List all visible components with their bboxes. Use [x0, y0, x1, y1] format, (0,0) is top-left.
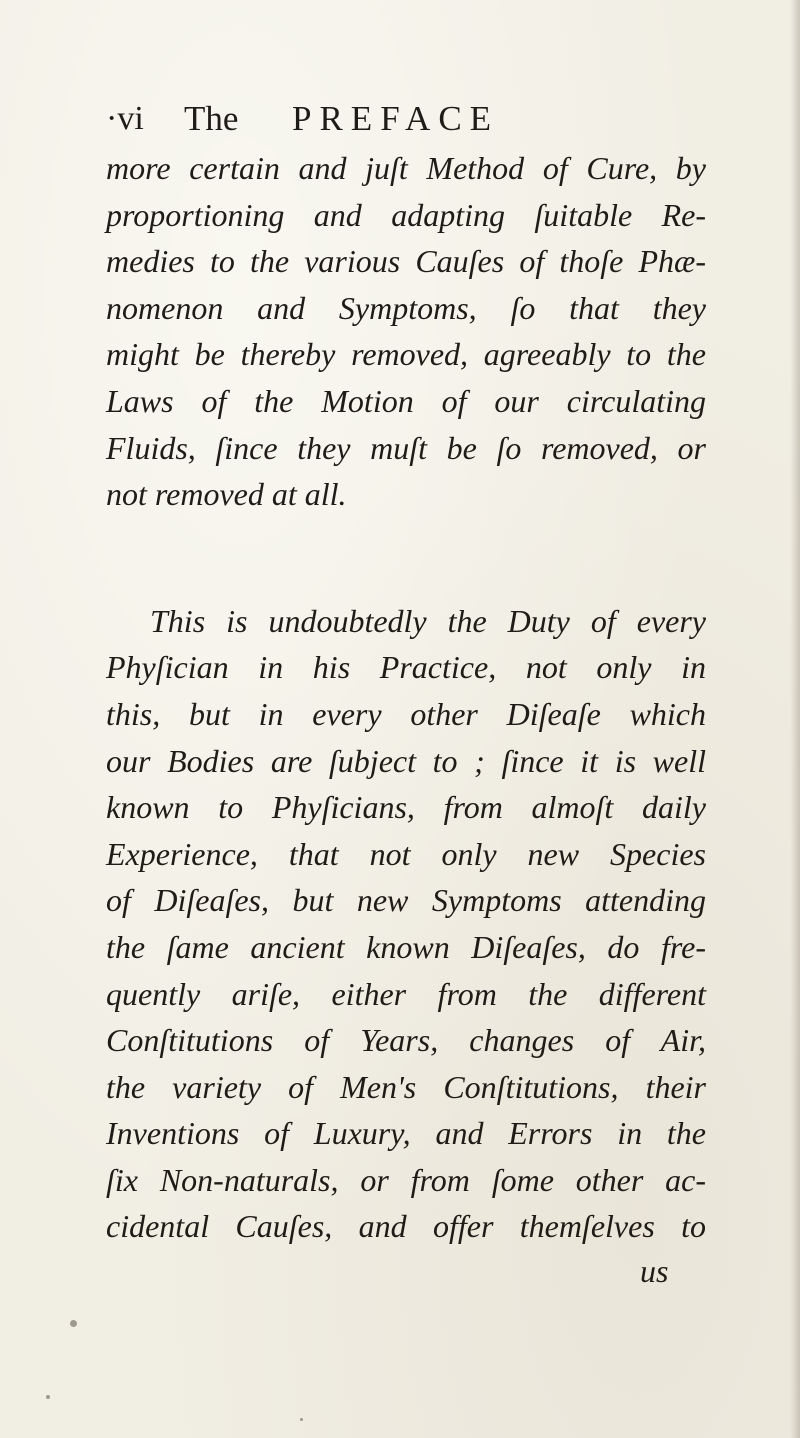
text-line: Laws of the Motion of our circulating — [106, 382, 706, 419]
text-line: Inventions of Luxury, and Errors in the — [106, 1115, 706, 1152]
paper-speck — [300, 1418, 303, 1421]
text-line: the ſame ancient known Diſeaſes, do fre- — [106, 928, 706, 965]
text-line: Conſtitutions of Years, changes of Air, — [106, 1022, 706, 1059]
text-line: Fluids, ſince they muſt be ſo removed, or — [106, 429, 706, 466]
text-line: Experience, that not only new Species — [106, 835, 706, 872]
text-line: nomenon and Symptoms, ſo that they — [106, 289, 706, 326]
text-line: Phyſician in his Practice, not only in — [106, 649, 706, 686]
header-title-article: The — [184, 99, 239, 138]
text-line: of Diſeaſes, but new Symptoms attending — [106, 882, 706, 919]
text-line: ſix Non-naturals, or from ſome other ac- — [106, 1161, 706, 1198]
header-title: PREFACE — [292, 99, 500, 138]
text-line: more certain and juſt Method of Cure, by — [106, 150, 706, 186]
text-line: might be thereby removed, agreeably to the — [106, 336, 706, 373]
paragraph-2 — [106, 598, 706, 1250]
text-line: This is undoubtedly the Duty of every — [150, 602, 706, 639]
text-line: our Bodies are ſubject to ; ſince it is well — [106, 742, 706, 779]
body-text — [106, 145, 706, 1250]
running-header — [106, 96, 706, 142]
paragraph-1 — [106, 145, 706, 518]
text-line: not removed at all. — [106, 476, 347, 513]
text-line: quently ariſe, either from the different — [106, 975, 706, 1012]
text-line: medies to the various Cauſes of thoſe Phæ- — [106, 243, 706, 280]
paper-speck — [70, 1320, 77, 1327]
text-line: the variety of Men's Conſtitutions, their — [106, 1068, 706, 1105]
page-number: ·vi — [106, 100, 144, 137]
text-line: this, but in every other Diſeaſe which — [106, 695, 706, 732]
paper-speck — [46, 1395, 50, 1399]
text-line: proportioning and adapting ſuitable Re- — [106, 196, 706, 233]
page-edge-shadow — [790, 0, 800, 1438]
text-line: cidental Cauſes, and offer themſelves to — [106, 1208, 706, 1245]
paragraph-gap — [106, 518, 706, 598]
catchword: us — [640, 1253, 669, 1289]
text-line: known to Phyſicians, from almoſt daily — [106, 789, 706, 826]
